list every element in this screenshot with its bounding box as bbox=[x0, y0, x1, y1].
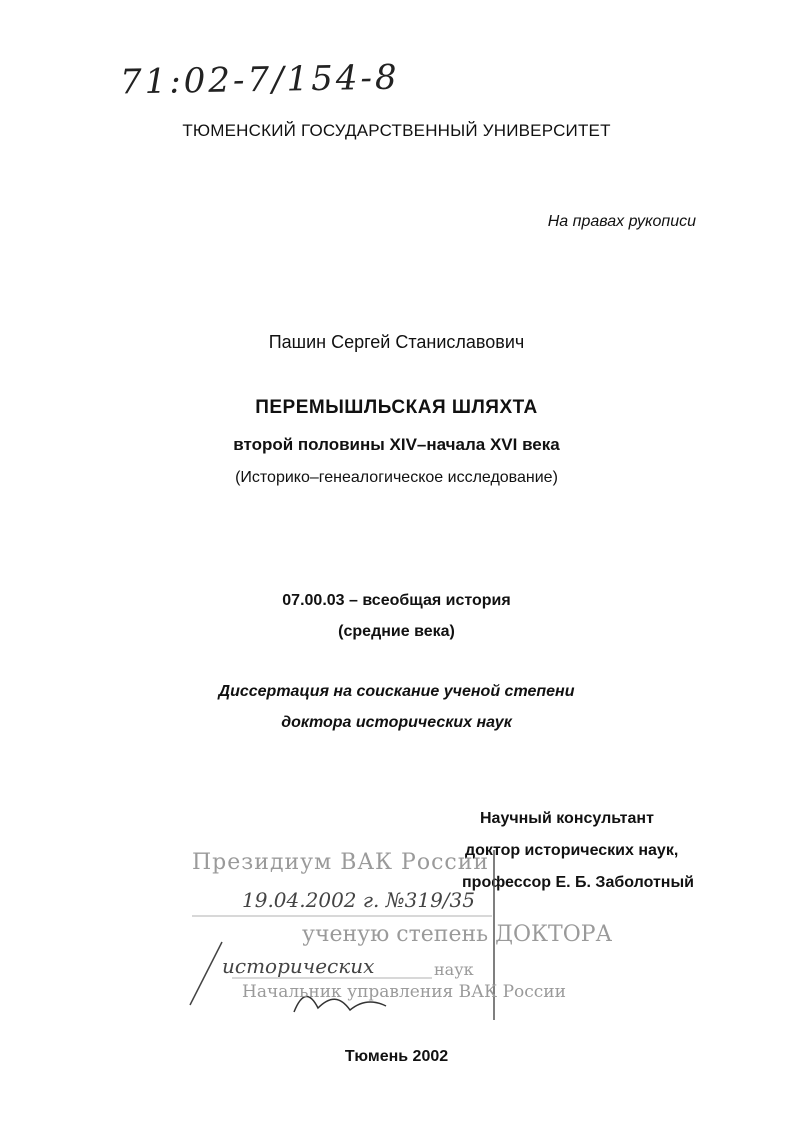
university-name: ТЮМЕНСКИЙ ГОСУДАРСТВЕННЫЙ УНИВЕРСИТЕТ bbox=[182, 121, 611, 140]
stamp-science-word: наук bbox=[434, 960, 474, 979]
stamp-footer: Начальник управления ВАК России bbox=[242, 982, 566, 1002]
degree-statement-line-2: доктора исторических наук bbox=[281, 714, 512, 731]
specialty-period: (средние века) bbox=[338, 623, 455, 640]
author-name: Пашин Сергей Станиславович bbox=[268, 332, 525, 352]
degree-statement-line-1: Диссертация на соискание ученой степени bbox=[218, 683, 575, 700]
stamp-field-handwritten: исторических bbox=[222, 954, 375, 978]
stamp-header: Президиум ВАК России bbox=[192, 850, 490, 875]
stamp-degree: ученую степень ДОКТОРА bbox=[302, 922, 613, 947]
consultant-name: профессор Е. Б. Заболотный bbox=[462, 874, 694, 891]
stamp-date-number: 19.04.2002 г. №319/35 bbox=[242, 888, 475, 912]
pen-stroke bbox=[190, 942, 222, 1005]
specialty-code: 07.00.03 – всеобщая история bbox=[282, 592, 511, 609]
handwritten-archive-code: 71:02-7/154-8 bbox=[119, 57, 400, 103]
dissertation-title: ПЕРЕМЫШЛЬСКАЯ ШЛЯХТА bbox=[255, 397, 538, 418]
dissertation-subtitle: второй половины XIV–начала XVI века bbox=[233, 435, 560, 454]
manuscript-rights-note: На правах рукописи bbox=[547, 213, 696, 230]
consultant-role: Научный консультант bbox=[480, 810, 654, 827]
consultant-degree: доктор исторических наук, bbox=[465, 842, 679, 859]
city-and-year: Тюмень 2002 bbox=[344, 1048, 449, 1065]
dissertation-title-note: (Историко–генеалогическое исследование) bbox=[235, 469, 558, 486]
